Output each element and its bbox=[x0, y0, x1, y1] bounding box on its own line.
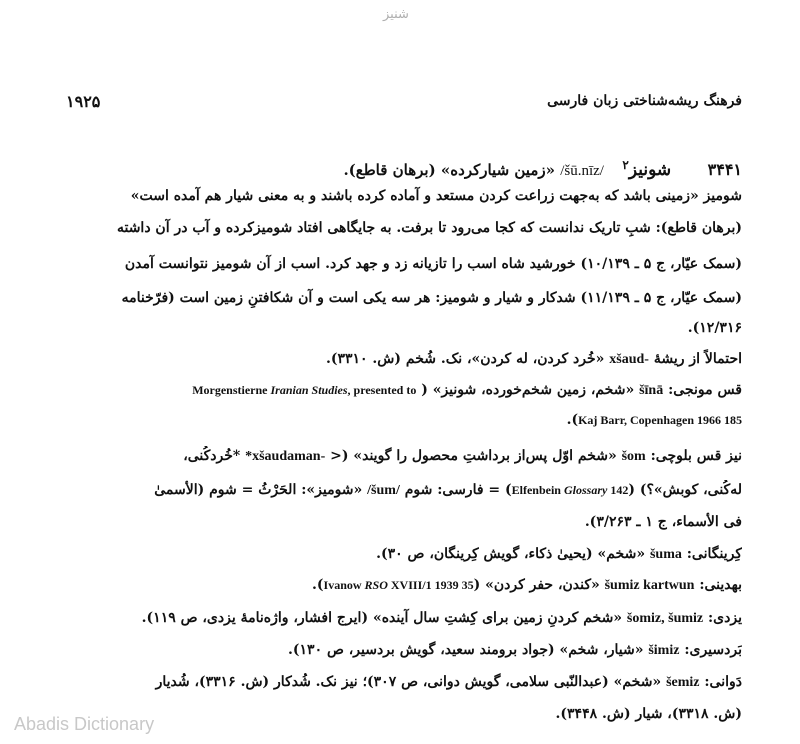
transcription: /šū.nīz/ bbox=[560, 163, 604, 179]
text-line-16 bbox=[52, 672, 742, 693]
line15-latin: šimiz bbox=[648, 643, 680, 658]
line10-text-b: ) = فارسی: شوم bbox=[404, 482, 512, 498]
text-line-12 bbox=[52, 544, 742, 565]
line13-reference bbox=[324, 578, 474, 592]
line10-ref-page: 142 bbox=[610, 483, 629, 497]
line13-text-b: «کندن، حفر کردن» ( bbox=[473, 577, 600, 593]
line13-ref-rest: XVIII/1 1939 35 bbox=[390, 578, 474, 592]
line6-text-a: احتمالاً از ریشهٔ bbox=[653, 351, 742, 367]
line7-ref-author: Morgenstierne bbox=[192, 383, 268, 397]
line13-text-c: ). bbox=[312, 577, 324, 593]
text-line-3: (سمک عیّار، ج ۵ ـ ۱۰/۱۳۹) خورشید شاه اسب را تازیانه زد و جهد کرد. اسب از آن شومیز نتوانست آمدن bbox=[124, 256, 742, 272]
headword-superscript: ۲ bbox=[622, 158, 629, 172]
line10-reference bbox=[512, 483, 629, 497]
book-title: فرهنگ ریشه‌شناختی زبان فارسی bbox=[547, 93, 742, 109]
line7-ref-title: Iranian Studies bbox=[270, 383, 348, 397]
line13-ref-title: RSO bbox=[364, 578, 388, 592]
line7-reference bbox=[192, 383, 416, 397]
line12-latin: šuma bbox=[649, 547, 682, 562]
text-line-17: (ش. ۳۳۱۸)، شیار (ش. ۳۴۴۸). bbox=[555, 706, 742, 722]
line8-reference: Kaj Barr, Copenhagen 1966 185 bbox=[578, 413, 742, 427]
line6-text-b: «خُرد کردن، له کردن»، نک. شُخم (ش. ۳۳۱۰). bbox=[325, 351, 605, 367]
text-line-4: (سمک عیّار، ج ۵ ـ ۱۱/۱۳۹) شدکار و شیار و شومیز: هر سه یکی است و آن شکافتنِ زمین است (فرّخنامه bbox=[121, 290, 742, 306]
text-line-11: فی الأسماء، ج ۱ ـ ۳/۲۶۳). bbox=[584, 514, 742, 530]
text-line-2: (برهان قاطع): شبِ تاریک ندانست که کجا می‌رود تا برفت. به جایگاهی افتاد شومیزکرده و آب در آن داشته bbox=[116, 220, 742, 236]
watermark-top: شنیز bbox=[383, 7, 409, 22]
line7-latin: šīnā bbox=[639, 383, 664, 398]
line16-text-b: «شخم» (عبدالنّبی سلامی، گویش دوانی، ص ۳۰۷)؛ نیز نک. شُدکار (ش. ۳۳۱۶)، شُدیار bbox=[155, 674, 662, 690]
line10-text-c: «شومیز»: الحَرْثُ = شوم (الأسمیٰ bbox=[154, 482, 363, 498]
watermark-bottom: Abadis Dictionary bbox=[14, 714, 155, 734]
entry-number: ۳۴۴۱ bbox=[707, 160, 742, 179]
line7-text-b: «شخم، زمین شخم‌خورده، شونیز» ( bbox=[421, 382, 635, 398]
line16-text-a: دَوانی: bbox=[704, 674, 742, 690]
text-line-6 bbox=[52, 349, 742, 370]
line7-ref-rest: , presented to bbox=[347, 383, 417, 397]
line9-latin-2: *xšaudaman- bbox=[245, 449, 326, 464]
line12-text-a: کِرینگانی: bbox=[686, 546, 742, 562]
line9-text-b: «شخم اوّل پس‌از برداشتِ محصول را گویند» (< bbox=[330, 448, 617, 464]
line14-text-a: یزدی: bbox=[708, 610, 742, 626]
text-line-5: ۱۲/۳۱۶). bbox=[687, 320, 742, 336]
line16-latin: šemiz bbox=[666, 675, 700, 690]
line7-text-a: قس مونجی: bbox=[668, 382, 742, 398]
line9-text-a: نیز قس بلوچی: bbox=[650, 448, 742, 464]
line6-latin: xšaud- bbox=[609, 352, 649, 367]
text-line-1: شومیز «زمینی باشد که به‌جهت زراعت کردن مستعد و آماده کرده باشند و به معنی شیار هم آمده است» bbox=[130, 188, 742, 204]
text-line-10 bbox=[52, 480, 742, 501]
line14-latin: šomiz, šumiz bbox=[626, 611, 704, 626]
line13-ref-author: Ivanow bbox=[323, 578, 362, 592]
line13-latin: šumiz kartwun bbox=[604, 578, 695, 593]
text-line-14 bbox=[52, 608, 742, 629]
text-line-8 bbox=[52, 410, 742, 430]
text-line-15 bbox=[52, 640, 742, 661]
line10-ref-author: Elfenbein bbox=[511, 483, 561, 497]
line15-text-b: «شیار، شخم» (جواد برومند سعید، گویش بردسیر، ص ۱۳۰). bbox=[288, 642, 644, 658]
line10-text-a: له‌کُنی، کوبش»؟) ( bbox=[628, 482, 742, 498]
line8-text: ). bbox=[566, 412, 579, 428]
entry-definition: «زمین شیارکرده» (برهان قاطع). bbox=[343, 161, 555, 179]
entry-head bbox=[52, 155, 742, 181]
line10-latin: /šum/ bbox=[367, 483, 400, 498]
line14-text-b: «شخم کردنِ زمین برای کِشتِ سال آینده» (ایرج افشار، واژه‌نامهٔ یزدی، ص ۱۱۹). bbox=[141, 610, 623, 626]
text-line-13 bbox=[52, 575, 742, 596]
line9-latin: šom bbox=[621, 449, 646, 464]
line12-text-b: «شخم» (یحییٰ ذکاء، گویش کِرینگان، ص ۳۰). bbox=[376, 546, 646, 562]
headword: شونیز bbox=[628, 160, 672, 180]
line10-ref-title: Glossary bbox=[563, 483, 608, 497]
text-line-9 bbox=[52, 446, 742, 467]
text-line-7 bbox=[52, 380, 742, 401]
line13-text-a: بهدینی: bbox=[699, 577, 742, 593]
page-number: ۱۹۲۵ bbox=[66, 92, 101, 111]
line15-text-a: بَردسیری: bbox=[684, 642, 742, 658]
line9-text-c: *خُردکُنی، bbox=[183, 448, 241, 464]
